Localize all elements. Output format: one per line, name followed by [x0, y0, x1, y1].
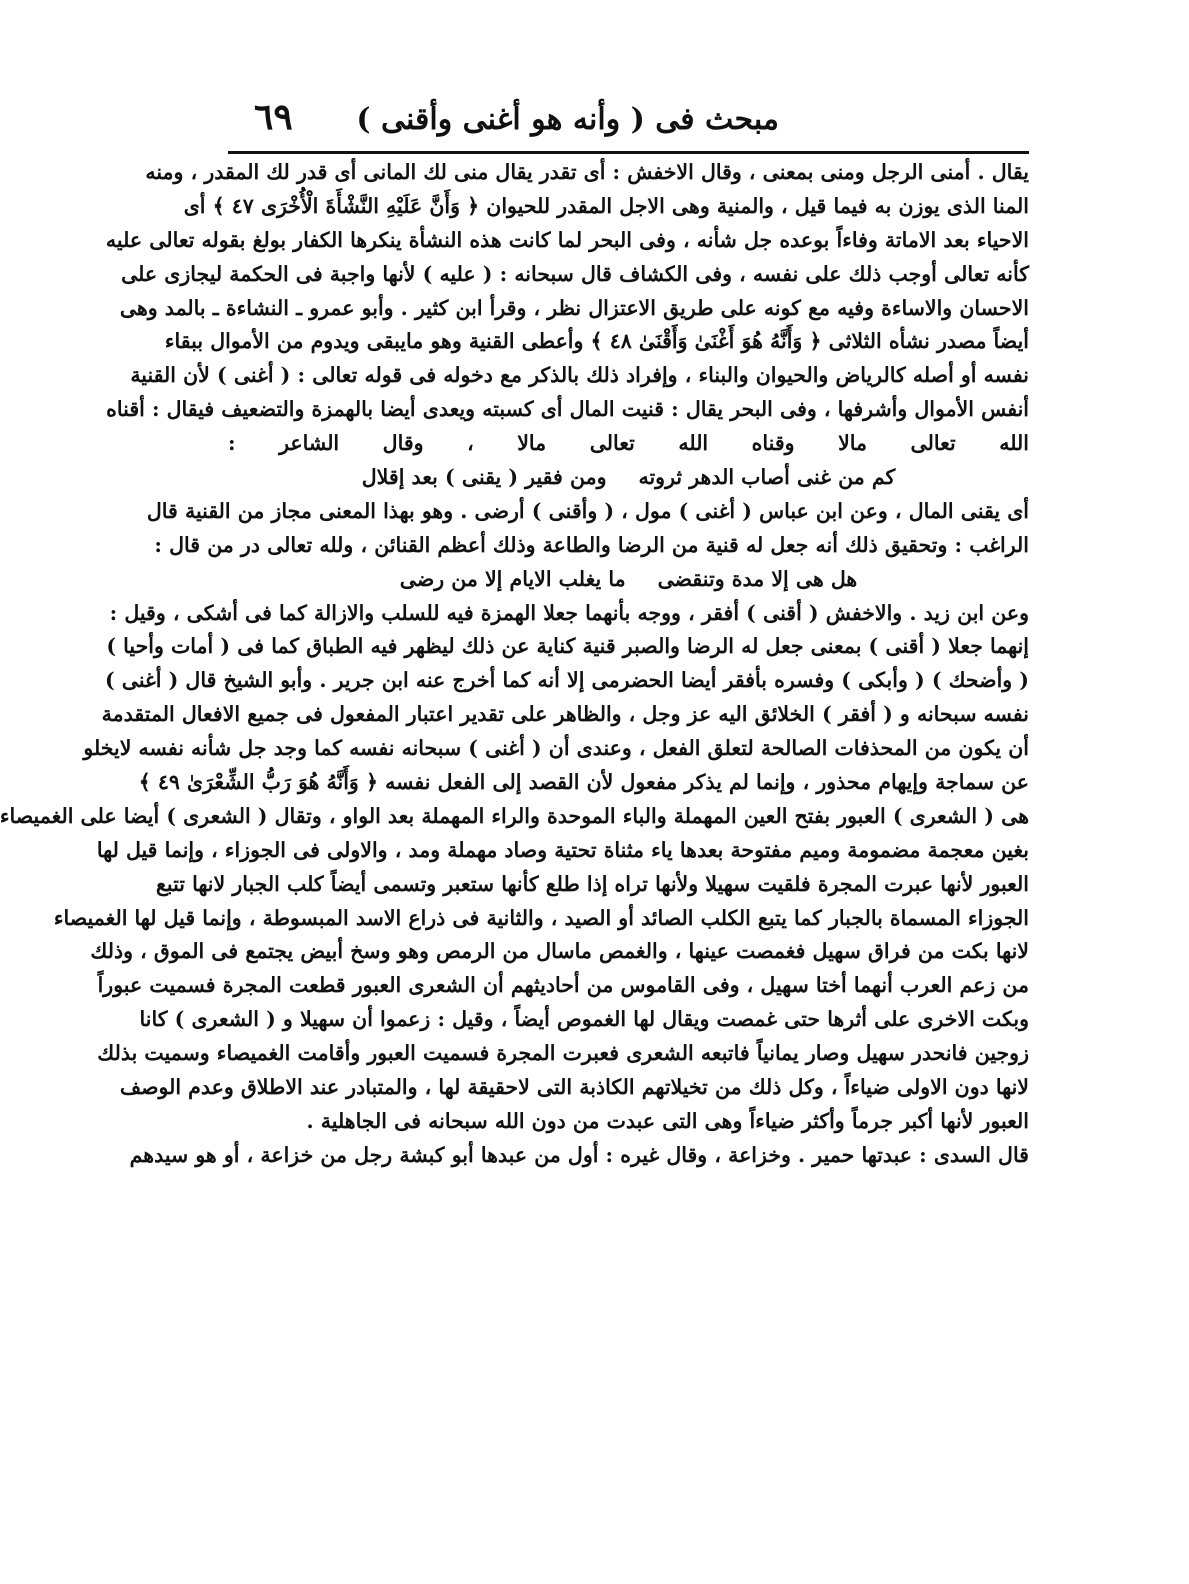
- text-line: هى ( الشعرى ) العبور بفتح العين المهملة والباء الموحدة والراء المهملة بعد الواو ، وتقال ( الشعرى ) أيضا على الغميصاء: [0, 803, 1029, 828]
- text-line: وعن ابن زيد . والاخفش ( أقنى ) أفقر ، ووجه بأنهما جعلا الهمزة فيه للسلب والازالة كما فى أشكى ، وقيل :: [109, 600, 1029, 625]
- text-line: يقال . أمنى الرجل ومنى بمعنى ، وقال الاخفش : أى تقدر يقال منى لك المانى أى قدر لك المقدر ، ومنه: [145, 160, 1029, 184]
- header-rule: [228, 151, 1029, 154]
- page-number: ٦٩: [254, 96, 293, 138]
- text-line: العبور لأنها عبرت المجرة فلقيت سهيلا ولأنها تراه إذا طلع كأنها ستعبر وتسمى أيضاً كلب الجبار لانها تتبع: [155, 871, 1029, 896]
- text-line: وبكت الاخرى على أثرها حتى غمصت ويقال لها الغموص أيضاً ، وقيل : زعموا أن سهيلا و ( الشعرى ) كانا: [139, 1007, 1029, 1032]
- verse-line: [228, 563, 1029, 597]
- verse-line: [228, 461, 1029, 495]
- text-line: بغين معجمة مضمومة وميم مفتوحة بعدها ياء مثناة تحتية وصاد مهملة ومد ، والاولى فى الجوزاء ، وإنما قيل لها: [96, 837, 1029, 862]
- verse-hemistich: هل هى إلا مدة وتنقضى: [657, 566, 858, 591]
- page-header: [228, 94, 1029, 150]
- text-line: العبور لأنها أكبر جرماً وأكثر ضياءاً وهى التى عبدت من دون الله سبحانه فى الجاهلية .: [306, 1108, 1029, 1133]
- text-line: كأنه تعالى أوجب ذلك على نفسه ، وفى الكشاف قال سبحانه : ( عليه ) لأنها واجبة فى الحكمة ليجازى على: [121, 261, 1029, 286]
- text-line: المنا الذى يوزن به فيما قيل ، والمنية وهى الاجل المقدر للحيوان ﴿ وَأَنَّ عَلَيْهِ النَّشْأَةَ الْأُخْرَى ٤٧ ﴾ أى: [183, 193, 1029, 218]
- text-line: ( وأضحك ) ( وأبكى ) وفسره بأفقر أيضا الحضرمى إلا أنه كما أخرج عنه ابن جرير . وأبو الشيخ قال ( أغنى ): [104, 668, 1029, 693]
- text-line: أنفس الأموال وأشرفها ، وفى البحر يقال : قنيت المال أى كسبته ويعدى أيضا بالهمزة والتضعيف فيقال : أقناه: [106, 397, 1029, 422]
- text-line: أيضاً مصدر نشأه الثلاثى ﴿ وَأَنَّهُ هُوَ أَغْنَىٰ وَأَقْنَىٰ ٤٨ ﴾ وأعطى القنية وهو مايبقى ويدوم من الأموال ببقاء: [164, 329, 1029, 354]
- text-line: الاحسان والاساءة وفيه مع كونه على طريق الاعتزال نظر ، وقرأ ابن كثير . وأبو عمرو ـ النشاءة ـ بالمد وهى: [119, 295, 1029, 320]
- verse-hemistich: ومن فقير ( يقنى ) بعد إقلال: [361, 465, 607, 490]
- running-title: مبحث فى ( وأنه هو أغنى وأقنى ): [356, 102, 779, 137]
- verse-hemistich: ما يغلب الايام إلا من رضى: [399, 566, 626, 591]
- text-line: أن يكون من المحذفات الصالحة لتعلق الفعل ، وعندى أن ( أغنى ) سبحانه نفسه كما وجد جل شأنه نفسه لايخلو: [83, 736, 1029, 761]
- text-line: أى يقنى المال ، وعن ابن عباس ( أغنى ) مول ، ( وأقنى ) أرضى . وهو بهذا المعنى مجاز من القنية قال: [146, 498, 1029, 523]
- text-line: نفسه أو أصله كالرياض والحيوان والبناء ، وإفراد ذلك بالذكر مع دخوله فى قوله تعالى : ( أغنى ) لأن القنية: [130, 363, 1029, 388]
- text-line: الجوزاء المسماة بالجبار كما يتبع الكلب الصائد أو الصيد ، والثانية فى ذراع الاسد المبسوطة ، وإنما قيل لها الغميصاء: [53, 905, 1029, 930]
- verse-hemistich: كم من غنى أصاب الدهر ثروته: [638, 465, 896, 490]
- text-line: من زعم العرب أنهما أختا سهيل ، وفى القاموس من أحاديثهم أن الشعرى العبور قطعت المجرة فسميت عبوراً: [97, 973, 1029, 998]
- text-line: عن سماجة وإيهام محذور ، وإنما لم يذكر مفعول لأن القصد إلى الفعل نفسه ﴿ وَأَنَّهُ هُوَ رَبُّ الشِّعْرَىٰ ٤٩ ﴾: [138, 770, 1029, 795]
- text-line: الاحياء بعد الاماتة وفاءاً بوعده جل شأنه ، وفى البحر لما كانت هذه النشأة ينكرها الكفار بولغ بقوله تعالى عليه: [105, 227, 1029, 252]
- text-line: الله تعالى مالا وقناه الله تعالى مالا ، وقال الشاعر :: [228, 431, 1029, 456]
- text-line: الراغب : وتحقيق ذلك أنه جعل له قنية من الرضا والطاعة وذلك أعظم القنائن ، ولله تعالى در من قال :: [154, 532, 1029, 557]
- text-line: نفسه سبحانه و ( أفقر ) الخلائق اليه عز وجل ، والظاهر على تقدير اعتبار المفعول فى جميع الافعال المتقدمة: [101, 702, 1029, 727]
- text-line: لانها بكت من فراق سهيل فغمصت عينها ، والغمص ماسال من الرمص وهو وسخ أبيض يجتمع فى الموق ، وذلك: [90, 939, 1029, 964]
- text-line: إنهما جعلا ( أقنى ) بمعنى جعل له الرضا والصبر قنية كناية عن ذلك ليظهر فيه الطباق كما فى ( أمات وأحيا ): [106, 634, 1029, 659]
- text-line: زوجين فانحدر سهيل وصار يمانياً فاتبعه الشعرى فعبرت المجرة فسميت العبور وأقامت الغميصاء وسميت بذلك: [97, 1041, 1029, 1066]
- text-line: لانها دون الاولى ضياءاً ، وكل ذلك من تخيلاتهم الكاذبة التى لاحقيقة لها ، والمتبادر عند الاطلاق وعدم الوصف: [119, 1075, 1029, 1100]
- text-line: قال السدى : عبدتها حمير . وخزاعة ، وقال غيره : أول من عبدها أبو كبشة رجل من خزاعة ، أو هو سيدهم: [129, 1142, 1029, 1167]
- text-body: [0, 156, 1029, 1173]
